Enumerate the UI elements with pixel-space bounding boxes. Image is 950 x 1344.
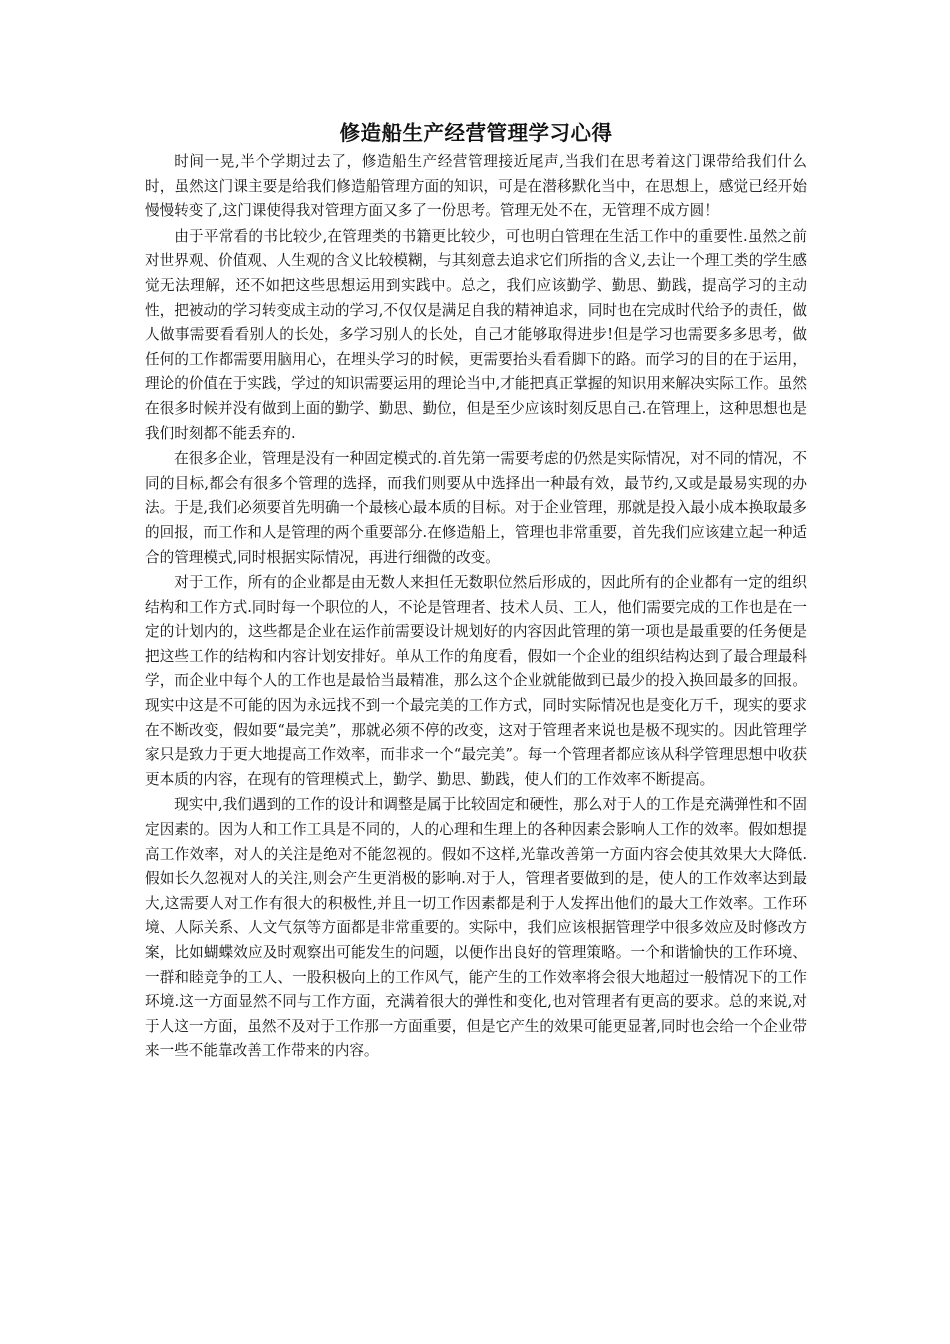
paragraph-2: 由于平常看的书比较少,在管理类的书籍更比较少，可也明白管理在生活工作中的重要性.虽然之前对世界观、价值观、人生观的含义比较模糊，与其刻意去追求它们所指的含义,去让一个理工类的学生感觉无法理解，还不如把这些思想运用到实践中。总之，我们应该勤学、勤思、勤践，提高学习的主动性，把被动的学习转变成主动的学习,不仅仅是满足自我的精神追求，同时也在完成时代给予的责任，做人做事需要看看别人的长处，多学习别人的长处，自己才能够取得进步!但是学习也需要多多思考，做任何的工作都需要用脑用心，在埋头学习的时候，更需要抬头看看脚下的路。而学习的目的在于运用，理论的价值在于实践，学过的知识需要运用的理论当中,才能把真正掌握的知识用来解决实际工作。虽然在很多时候并没有做到上面的勤学、勤思、勤位，但是至少应该时刻反思自己.在管理上，这种思想也是我们时刻都不能丢弃的.	[145, 227, 807, 442]
paragraph-4: 对于工作，所有的企业都是由无数人来担任无数职位然后形成的，因此所有的企业都有一定的组织结构和工作方式.同时每一个职位的人，不论是管理者、技术人员、工人，他们需要完成的工作也是在一定的计划内的，这些都是企业在运作前需要设计规划好的内容因此管理的第一项也是最重要的任务便是把这些工作的结构和内容计划安排好。单从工作的角度看，假如一个企业的组织结构达到了最合理最科学，而企业中每个人的工作也是最恰当最精准，那么这个企业就能做到已最少的投入换回最多的回报。现实中这是不可能的因为永远找不到一个最完美的工作方式，同时实际情况也是变化万千，现实的要求在不断改变，假如要“最完美”，那就必须不停的改变，这对于管理者来说也是极不现实的。因此管理学家只是致力于更大地提高工作效率，而非求一个“最完美”。每一个管理者都应该从科学管理思想中收获更本质的内容，在现有的管理模式上，勤学、勤思、勤践，使人们的工作效率不断提高。	[145, 574, 807, 788]
document-title: 修造船生产经营管理学习心得	[339, 121, 613, 145]
document-page	[145, 118, 807, 1065]
paragraph-1: 时间一晃,半个学期过去了，修造船生产经营管理接近尾声,当我们在思考着这门课带给我们什么时，虽然这门课主要是给我们修造船管理方面的知识，可是在潜移默化当中，在思想上，感觉已经开始慢慢转变了,这门课使得我对管理方面又多了一份思考。管理无处不在，无管理不成方圆！	[145, 153, 807, 220]
paragraph-3: 在很多企业，管理是没有一种固定模式的.首先第一需要考虑的仍然是实际情况，对不同的情况，不同的目标,都会有很多个管理的选择，而我们则要从中选择出一种最有效，最节约,又或是最易实现的办法。于是,我们必须要首先明确一个最核心最本质的目标。对于企业管理，那就是投入最小成本换取最多的回报，而工作和人是管理的两个重要部分.在修造船上，管理也非常重要，首先我们应该建立起一种适合的管理模式,同时根据实际情况，再进行细微的改变。	[145, 450, 807, 566]
paragraph-5: 现实中,我们遇到的工作的设计和调整是属于比较固定和硬性，那么对于人的工作是充满弹性和不固定因素的。因为人和工作工具是不同的，人的心理和生理上的各种因素会影响人工作的效率。假如想提高工作效率，对人的关注是绝对不能忽视的。假如不这样,光靠改善第一方面内容会使其效果大大降低.假如长久忽视对人的关注,则会产生更消极的影响.对于人，管理者要做到的是，使人的工作效率达到最大,这需要人对工作有很大的积极性,并且一切工作因素都是利于人发挥出他们的最大工作效率。工作环境、人际关系、人文气氛等方面都是非常重要的。实际中，我们应该根据管理学中很多效应及时修改方案，比如蝴蝶效应及时观察出可能发生的问题，以便作出良好的管理策略。一个和谐愉快的工作环境、一群和睦竞争的工人、一股积极向上的工作风气，能产生的工作效率将会很大地超过一般情况下的工作环境.这一方面显然不同与工作方面，充满着很大的弹性和变化,也对管理者有更高的要求。总的来说,对于人这一方面，虽然不及对于工作那一方面重要，但是它产生的效果可能更显著,同时也会给一个企业带来一些不能靠改善工作带来的内容。	[145, 796, 807, 1060]
